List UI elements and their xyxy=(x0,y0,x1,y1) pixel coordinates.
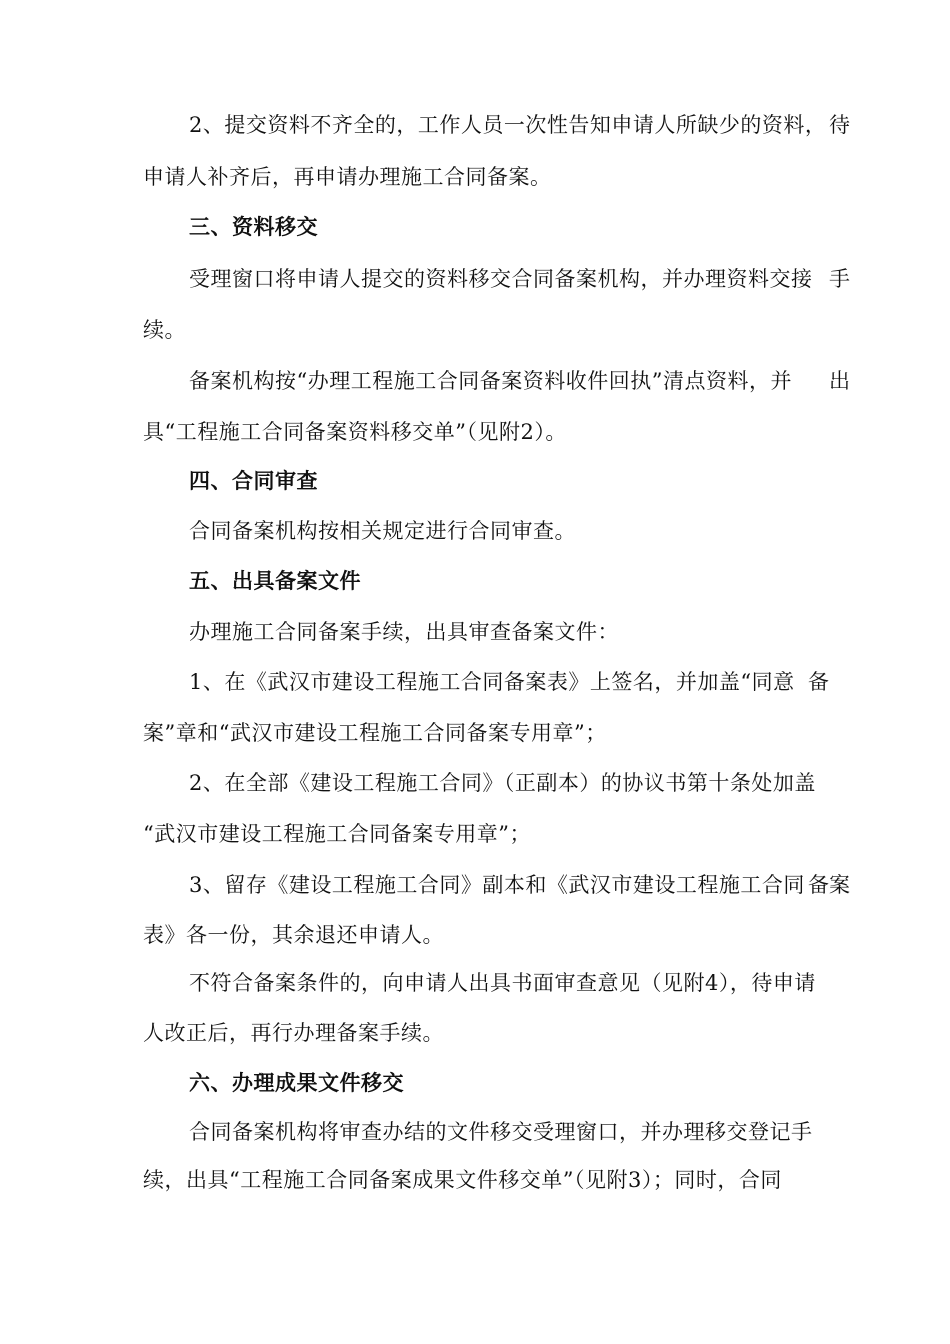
paragraph-3-line-1-end: 出 xyxy=(829,369,850,393)
paragraph-8-line-1-end: 备案 xyxy=(808,873,850,897)
paragraph-1-line-1: 2、提交资料不齐全的，工作人员一次性告知申请人所缺少的资料， xyxy=(189,113,827,137)
section-heading-6: 六、办理成果文件移交 xyxy=(189,1070,404,1095)
paragraph-1-line-2: 申请人补齐后，再申请办理施工合同备案。 xyxy=(143,165,552,189)
paragraph-4: 合同备案机构按相关规定进行合同审查。 xyxy=(189,519,576,543)
section-heading-5: 五、出具备案文件 xyxy=(189,568,361,593)
section-heading-4: 四、合同审查 xyxy=(189,468,318,493)
paragraph-8-line-1: 3、留存《建设工程施工合同》副本和《武汉市建设工程施工合同 xyxy=(189,873,805,897)
paragraph-2-line-1: 受理窗口将申请人提交的资料移交合同备案机构，并办理资料交接 xyxy=(189,267,813,291)
paragraph-9-line-2: 人改正后，再行办理备案手续。 xyxy=(143,1021,444,1045)
paragraph-6-line-1-end: 备 xyxy=(808,670,829,694)
paragraph-10-line-1: 合同备案机构将审查办结的文件移交受理窗口，并办理移交登记手 xyxy=(189,1120,813,1144)
paragraph-3-line-2: 具“工程施工合同备案资料移交单”（见附2）。 xyxy=(143,420,567,444)
paragraph-7-line-1: 2、在全部《建设工程施工合同》（正副本）的协议书第十条处加盖 xyxy=(189,771,816,795)
paragraph-6-line-2: 案”章和“武汉市建设工程施工合同备案专用章”； xyxy=(143,721,607,745)
paragraph-8-line-2: 表》各一份，其余退还申请人。 xyxy=(143,923,444,947)
paragraph-9-line-1: 不符合备案条件的，向申请人出具书面审查意见（见附4），待申请 xyxy=(189,971,816,995)
paragraph-6-line-1: 1、在《武汉市建设工程施工合同备案表》上签名，并加盖“同意 xyxy=(189,670,795,694)
paragraph-3-line-1: 备案机构按“办理工程施工合同备案资料收件回执”清点资料，并 xyxy=(189,369,792,393)
paragraph-7-line-2: “武汉市建设工程施工合同备案专用章”； xyxy=(143,822,531,846)
paragraph-2-line-1-end: 手 xyxy=(829,267,850,291)
paragraph-5: 办理施工合同备案手续，出具审查备案文件： xyxy=(189,620,619,644)
paragraph-2-line-2: 续。 xyxy=(143,318,186,342)
section-heading-3: 三、资料移交 xyxy=(189,214,318,239)
paragraph-1-line-1-end: 待 xyxy=(829,113,850,137)
paragraph-10-line-2: 续，出具“工程施工合同备案成果文件移交单”（见附3）；同时，合同 xyxy=(143,1168,782,1192)
